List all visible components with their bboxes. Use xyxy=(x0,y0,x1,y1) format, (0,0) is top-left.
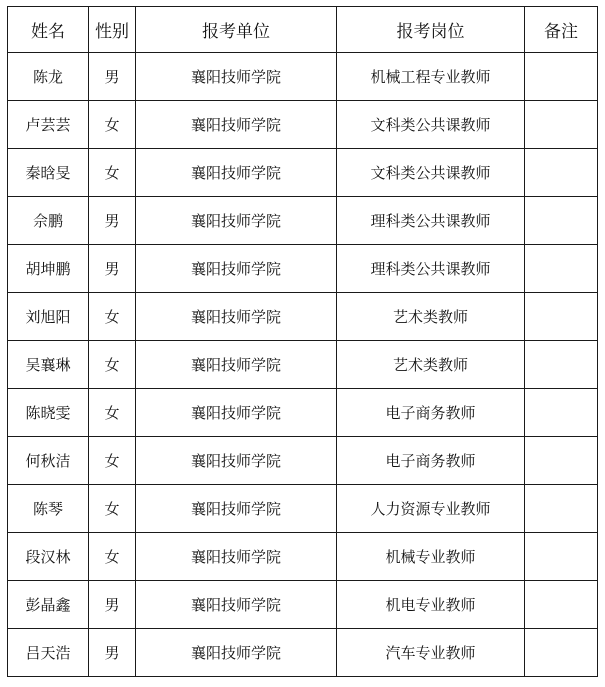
cell-note xyxy=(525,341,598,389)
cell-gender: 女 xyxy=(89,101,136,149)
cell-unit: 襄阳技师学院 xyxy=(136,389,337,437)
cell-note xyxy=(525,197,598,245)
cell-unit: 襄阳技师学院 xyxy=(136,533,337,581)
header-note: 备注 xyxy=(525,7,598,53)
table-row xyxy=(8,293,598,341)
cell-name: 陈琴 xyxy=(8,485,89,533)
cell-name: 刘旭阳 xyxy=(8,293,89,341)
cell-unit: 襄阳技师学院 xyxy=(136,485,337,533)
cell-unit: 襄阳技师学院 xyxy=(136,293,337,341)
table-row xyxy=(8,197,598,245)
cell-post: 人力资源专业教师 xyxy=(337,485,525,533)
cell-name: 陈晓雯 xyxy=(8,389,89,437)
cell-name: 彭晶鑫 xyxy=(8,581,89,629)
cell-note xyxy=(525,101,598,149)
cell-name: 段汉林 xyxy=(8,533,89,581)
cell-note xyxy=(525,485,598,533)
cell-name: 佘鹏 xyxy=(8,197,89,245)
table-row xyxy=(8,101,598,149)
cell-post: 机电专业教师 xyxy=(337,581,525,629)
cell-post: 理科类公共课教师 xyxy=(337,245,525,293)
cell-post: 电子商务教师 xyxy=(337,437,525,485)
cell-gender: 男 xyxy=(89,581,136,629)
header-unit: 报考单位 xyxy=(136,7,337,53)
cell-note xyxy=(525,437,598,485)
cell-name: 秦晗旻 xyxy=(8,149,89,197)
cell-post: 机械专业教师 xyxy=(337,533,525,581)
table-row xyxy=(8,581,598,629)
cell-unit: 襄阳技师学院 xyxy=(136,341,337,389)
cell-name: 吕天浩 xyxy=(8,629,89,677)
cell-gender: 男 xyxy=(89,629,136,677)
cell-name: 卢芸芸 xyxy=(8,101,89,149)
cell-gender: 女 xyxy=(89,341,136,389)
cell-note xyxy=(525,389,598,437)
table-row xyxy=(8,629,598,677)
candidate-table xyxy=(7,6,598,677)
cell-post: 机械工程专业教师 xyxy=(337,53,525,101)
cell-gender: 女 xyxy=(89,293,136,341)
table-row xyxy=(8,53,598,101)
cell-unit: 襄阳技师学院 xyxy=(136,437,337,485)
cell-name: 何秋洁 xyxy=(8,437,89,485)
cell-note xyxy=(525,581,598,629)
table-row xyxy=(8,533,598,581)
cell-gender: 女 xyxy=(89,389,136,437)
cell-gender: 男 xyxy=(89,53,136,101)
table-header-row xyxy=(8,7,598,53)
cell-post: 理科类公共课教师 xyxy=(337,197,525,245)
cell-post: 电子商务教师 xyxy=(337,389,525,437)
candidate-table-container xyxy=(7,6,597,677)
table-row xyxy=(8,149,598,197)
cell-note xyxy=(525,533,598,581)
table-row xyxy=(8,389,598,437)
cell-unit: 襄阳技师学院 xyxy=(136,245,337,293)
cell-name: 陈龙 xyxy=(8,53,89,101)
cell-post: 汽车专业教师 xyxy=(337,629,525,677)
table-row xyxy=(8,245,598,293)
table-row xyxy=(8,437,598,485)
cell-gender: 女 xyxy=(89,149,136,197)
cell-note xyxy=(525,53,598,101)
cell-name: 胡坤鹏 xyxy=(8,245,89,293)
table-row xyxy=(8,485,598,533)
table-row xyxy=(8,341,598,389)
cell-note xyxy=(525,629,598,677)
cell-note xyxy=(525,149,598,197)
cell-unit: 襄阳技师学院 xyxy=(136,629,337,677)
cell-gender: 女 xyxy=(89,485,136,533)
cell-gender: 女 xyxy=(89,437,136,485)
cell-unit: 襄阳技师学院 xyxy=(136,149,337,197)
header-post: 报考岗位 xyxy=(337,7,525,53)
cell-post: 艺术类教师 xyxy=(337,341,525,389)
cell-name: 吴襄琳 xyxy=(8,341,89,389)
cell-unit: 襄阳技师学院 xyxy=(136,101,337,149)
header-name: 姓名 xyxy=(8,7,89,53)
cell-note xyxy=(525,245,598,293)
cell-gender: 女 xyxy=(89,533,136,581)
cell-gender: 男 xyxy=(89,245,136,293)
cell-note xyxy=(525,293,598,341)
cell-unit: 襄阳技师学院 xyxy=(136,53,337,101)
cell-post: 文科类公共课教师 xyxy=(337,149,525,197)
cell-unit: 襄阳技师学院 xyxy=(136,197,337,245)
cell-post: 文科类公共课教师 xyxy=(337,101,525,149)
header-gender: 性别 xyxy=(89,7,136,53)
cell-unit: 襄阳技师学院 xyxy=(136,581,337,629)
cell-post: 艺术类教师 xyxy=(337,293,525,341)
cell-gender: 男 xyxy=(89,197,136,245)
